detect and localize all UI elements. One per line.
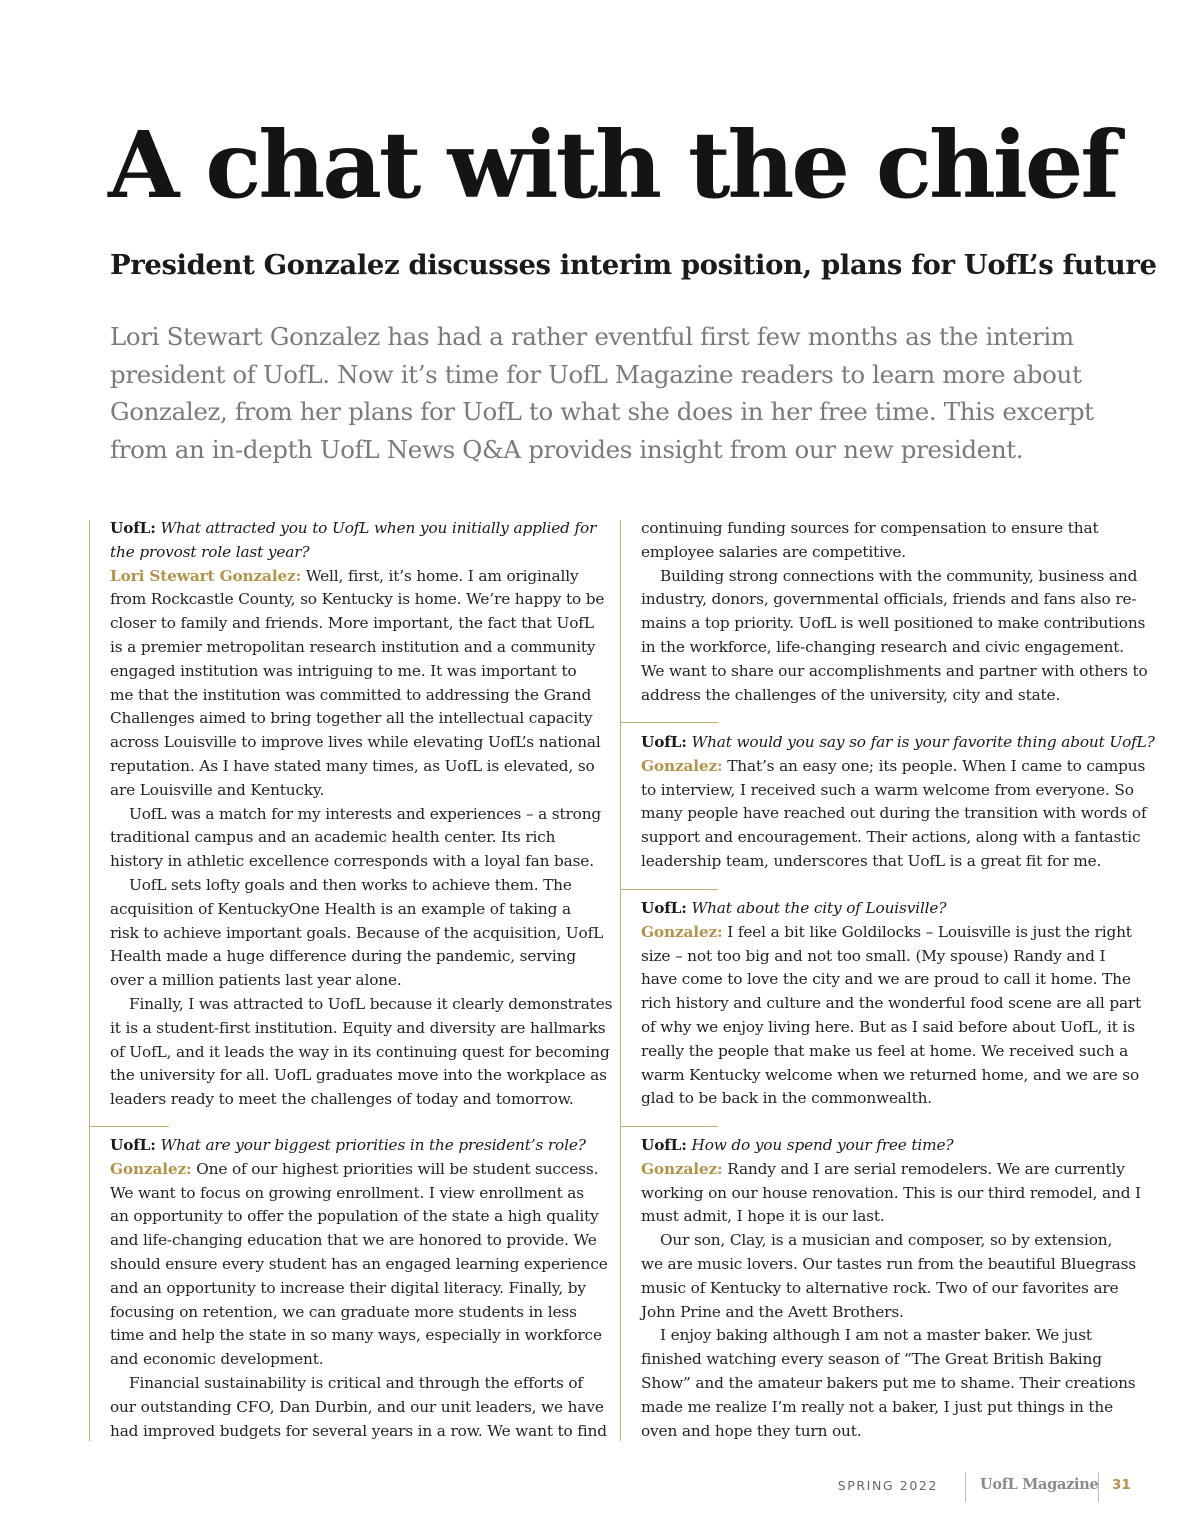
intro-line: president of UofL. Now it’s time for UofL Magazine readers to learn more about [110, 359, 1082, 389]
answer-text: That’s an easy one; its people. When I came to campus [727, 756, 1146, 775]
answer-line: is a premier metropolitan research institution and a community [110, 637, 596, 656]
right-column [641, 517, 1148, 707]
answer-line: and an opportunity to increase their digital literacy. Finally, by [110, 1278, 586, 1297]
question-text: What about the city of Louisville? [691, 899, 947, 917]
answer-line: it is a student-first institution. Equity and diversity are hallmarks [110, 1018, 606, 1037]
answer-line: and life-changing education that we are honored to provide. We [110, 1231, 597, 1250]
answer-line: finished watching every season of “The Great British Baking [641, 1350, 1102, 1369]
answer-line: Finally, I was attracted to UofL because it clearly demonstrates [129, 994, 613, 1013]
answer-line: Our son, Clay, is a musician and composer, so by extension, [660, 1231, 1113, 1250]
answer-line: engaged institution was intriguing to me. It was important to [110, 661, 577, 680]
answer-line: reputation. As I have stated many times, as UofL is elevated, so [110, 756, 595, 775]
answer-line: Show” and the amateur bakers put me to shame. Their creations [641, 1373, 1136, 1392]
answer-line: acquisition of KentuckyOne Health is an example of taking a [110, 899, 571, 918]
answer-line: and economic development. [110, 1350, 324, 1369]
answer-line: traditional campus and an academic health center. Its rich [110, 828, 556, 847]
column-rule [620, 722, 621, 889]
answer-line: Building strong connections with the community, business and [660, 566, 1138, 585]
question-label: UofL: [641, 733, 687, 751]
answer-line: UofL was a match for my interests and experiences – a strong [129, 804, 602, 823]
answer-line: leaders ready to meet the challenges of today and tomorrow. [110, 1090, 574, 1109]
answer-line: leadership team, underscores that UofL is a great fit for me. [641, 851, 1102, 870]
answer-line: over a million patients last year alone. [110, 971, 402, 990]
right-column-favorite [641, 731, 1155, 874]
article-subhead: President Gonzalez discusses interim position, plans for UofL’s future [110, 249, 1157, 281]
answer-line: made me realize I’m really not a baker, I just put things in the [641, 1397, 1114, 1416]
answer-line: employee salaries are competitive. [641, 542, 907, 561]
qa-block-priorities-continued [641, 517, 1148, 707]
answer-line: I enjoy baking although I am not a master baker. We just [660, 1326, 1092, 1345]
answer-line: our outstanding CFO, Dan Durbin, and our unit leaders, we have [110, 1397, 604, 1416]
right-column-city [641, 897, 1142, 1111]
qa-block-attraction [110, 517, 613, 1112]
answer-line: UofL sets lofty goals and then works to achieve them. The [129, 875, 572, 894]
section-rule [89, 1126, 169, 1127]
question-label: UofL: [641, 899, 687, 917]
page-number: 31 [1112, 1477, 1131, 1493]
footer-divider [965, 1472, 966, 1502]
answer-line: we are music lovers. Our tastes run from the beautiful Bluegrass [641, 1254, 1136, 1273]
answer-line: in the workforce, life-changing research and civic engagement. [641, 637, 1124, 656]
answer-line: closer to family and friends. More important, the fact that UofL [110, 614, 594, 633]
answer-line: of why we enjoy living here. But as I said before about UofL, it is [641, 1017, 1135, 1036]
answer-line: mains a top priority. UofL is well positioned to make contributions [641, 614, 1146, 633]
section-rule [620, 722, 718, 723]
qa-block-favorite [641, 731, 1155, 874]
answer-line: time and help the state in so many ways, especially in workforce [110, 1326, 602, 1345]
question-text: What attracted you to UofL when you initially applied for [160, 519, 597, 537]
answer-line: are Louisville and Kentucky. [110, 780, 325, 799]
answer-label: Gonzalez: [641, 756, 723, 775]
question-text: the provost role last year? [110, 542, 310, 561]
answer-line: me that the institution was committed to addressing the Grand [110, 685, 592, 704]
answer-label: Gonzalez: [641, 1159, 723, 1178]
column-rule [620, 889, 621, 1126]
question-label: UofL: [641, 1136, 687, 1154]
answer-text: Randy and I are serial remodelers. We are currently [727, 1159, 1125, 1178]
answer-line: of UofL, and it leads the way in its continuing quest for becoming [110, 1042, 610, 1061]
column-rule [620, 1126, 621, 1441]
answer-line: really the people that make us feel at home. We received such a [641, 1041, 1129, 1060]
issue-date: SPRING 2022 [837, 1478, 938, 1493]
qa-block-city [641, 897, 1142, 1111]
left-column [110, 517, 613, 1112]
answer-line: We want to share our accomplishments and partner with others to [641, 661, 1148, 680]
answer-line: focusing on retention, we can graduate more students in less [110, 1302, 577, 1321]
answer-line: had improved budgets for several years in a row. We want to find [110, 1421, 607, 1440]
intro-line: Lori Stewart Gonzalez has had a rather eventful first few months as the interim [110, 322, 1074, 351]
question-label: UofL: [110, 1136, 156, 1154]
answer-line: size – not too big and not too small. (My spouse) Randy and I [641, 946, 1106, 965]
column-rule [89, 520, 90, 1126]
answer-line: working on our house renovation. This is our third remodel, and I [641, 1183, 1141, 1202]
answer-text: I feel a bit like Goldilocks – Louisville is just the right [727, 922, 1132, 941]
question-text: What would you say so far is your favorite thing about UofL? [691, 733, 1155, 751]
question-text: What are your biggest priorities in the president’s role? [160, 1136, 586, 1154]
answer-line: continuing funding sources for compensation to ensure that [641, 519, 1099, 537]
answer-line: We want to focus on growing enrollment. I view enrollment as [110, 1183, 584, 1202]
question-label: UofL: [110, 519, 156, 537]
answer-line: across Louisville to improve lives while elevating UofL’s national [110, 733, 601, 752]
answer-line: should ensure every student has an engaged learning experience [110, 1254, 608, 1273]
answer-line: the university for all. UofL graduates move into the workplace as [110, 1066, 607, 1085]
answer-line: history in athletic excellence corresponds with a loyal fan base. [110, 852, 594, 871]
answer-line: many people have reached out during the transition with words of [641, 804, 1147, 823]
section-rule [620, 889, 718, 890]
answer-text: Well, first, it’s home. I am originally [305, 566, 579, 585]
intro-line: from an in-depth UofL News Q&A provides insight from our new president. [110, 434, 1024, 464]
question-text: How do you spend your free time? [691, 1136, 954, 1154]
answer-line: to interview, I received such a warm welcome from everyone. So [641, 780, 1134, 799]
answer-line: support and encouragement. Their actions, along with a fantastic [641, 828, 1141, 847]
answer-line: warm Kentucky welcome when we returned home, and we are so [641, 1065, 1140, 1084]
magazine-name: UofL Magazine [980, 1476, 1099, 1493]
left-column-lower [110, 1134, 608, 1443]
intro-paragraph [110, 318, 1110, 468]
answer-line: from Rockcastle County, so Kentucky is home. We’re happy to be [110, 590, 605, 609]
right-column-freetime [641, 1134, 1141, 1443]
answer-line: John Prine and the Avett Brothers. [641, 1302, 904, 1321]
answer-label: Gonzalez: [110, 1159, 192, 1178]
answer-line: address the challenges of the university, city and state. [641, 685, 1061, 704]
page-footer [0, 1472, 1200, 1502]
answer-line: glad to be back in the commonwealth. [641, 1089, 932, 1108]
answer-line: Challenges aimed to bring together all the intellectual capacity [110, 709, 593, 728]
answer-line: oven and hope they turn out. [641, 1421, 862, 1440]
section-rule [620, 1126, 718, 1127]
qa-block-free-time [641, 1134, 1141, 1443]
answer-line: must admit, I hope it is our last. [641, 1207, 885, 1226]
answer-line: Financial sustainability is critical and through the efforts of [129, 1373, 583, 1392]
answer-line: music of Kentucky to alternative rock. Two of our favorites are [641, 1278, 1119, 1297]
answer-line: an opportunity to offer the population of the state a high quality [110, 1207, 599, 1226]
answer-line: Health made a huge difference during the pandemic, serving [110, 947, 577, 966]
answer-line: industry, donors, governmental officials, friends and fans also re- [641, 590, 1137, 609]
footer-divider [1098, 1472, 1099, 1502]
answer-label: Gonzalez: [641, 922, 723, 941]
answer-label: Lori Stewart Gonzalez: [110, 566, 302, 585]
answer-line: have come to love the city and we are proud to call it home. The [641, 970, 1131, 989]
answer-line: risk to achieve important goals. Because of the acquisition, UofL [110, 923, 604, 942]
intro-line: Gonzalez, from her plans for UofL to what she does in her free time. This excerpt [110, 397, 1094, 426]
column-rule [89, 1126, 90, 1441]
column-rule [620, 520, 621, 722]
answer-line: rich history and culture and the wonderful food scene are all part [641, 994, 1142, 1013]
article-headline: A chat with the chief [108, 111, 1117, 219]
qa-block-priorities [110, 1134, 608, 1443]
answer-text: One of our highest priorities will be student success. [196, 1159, 599, 1178]
